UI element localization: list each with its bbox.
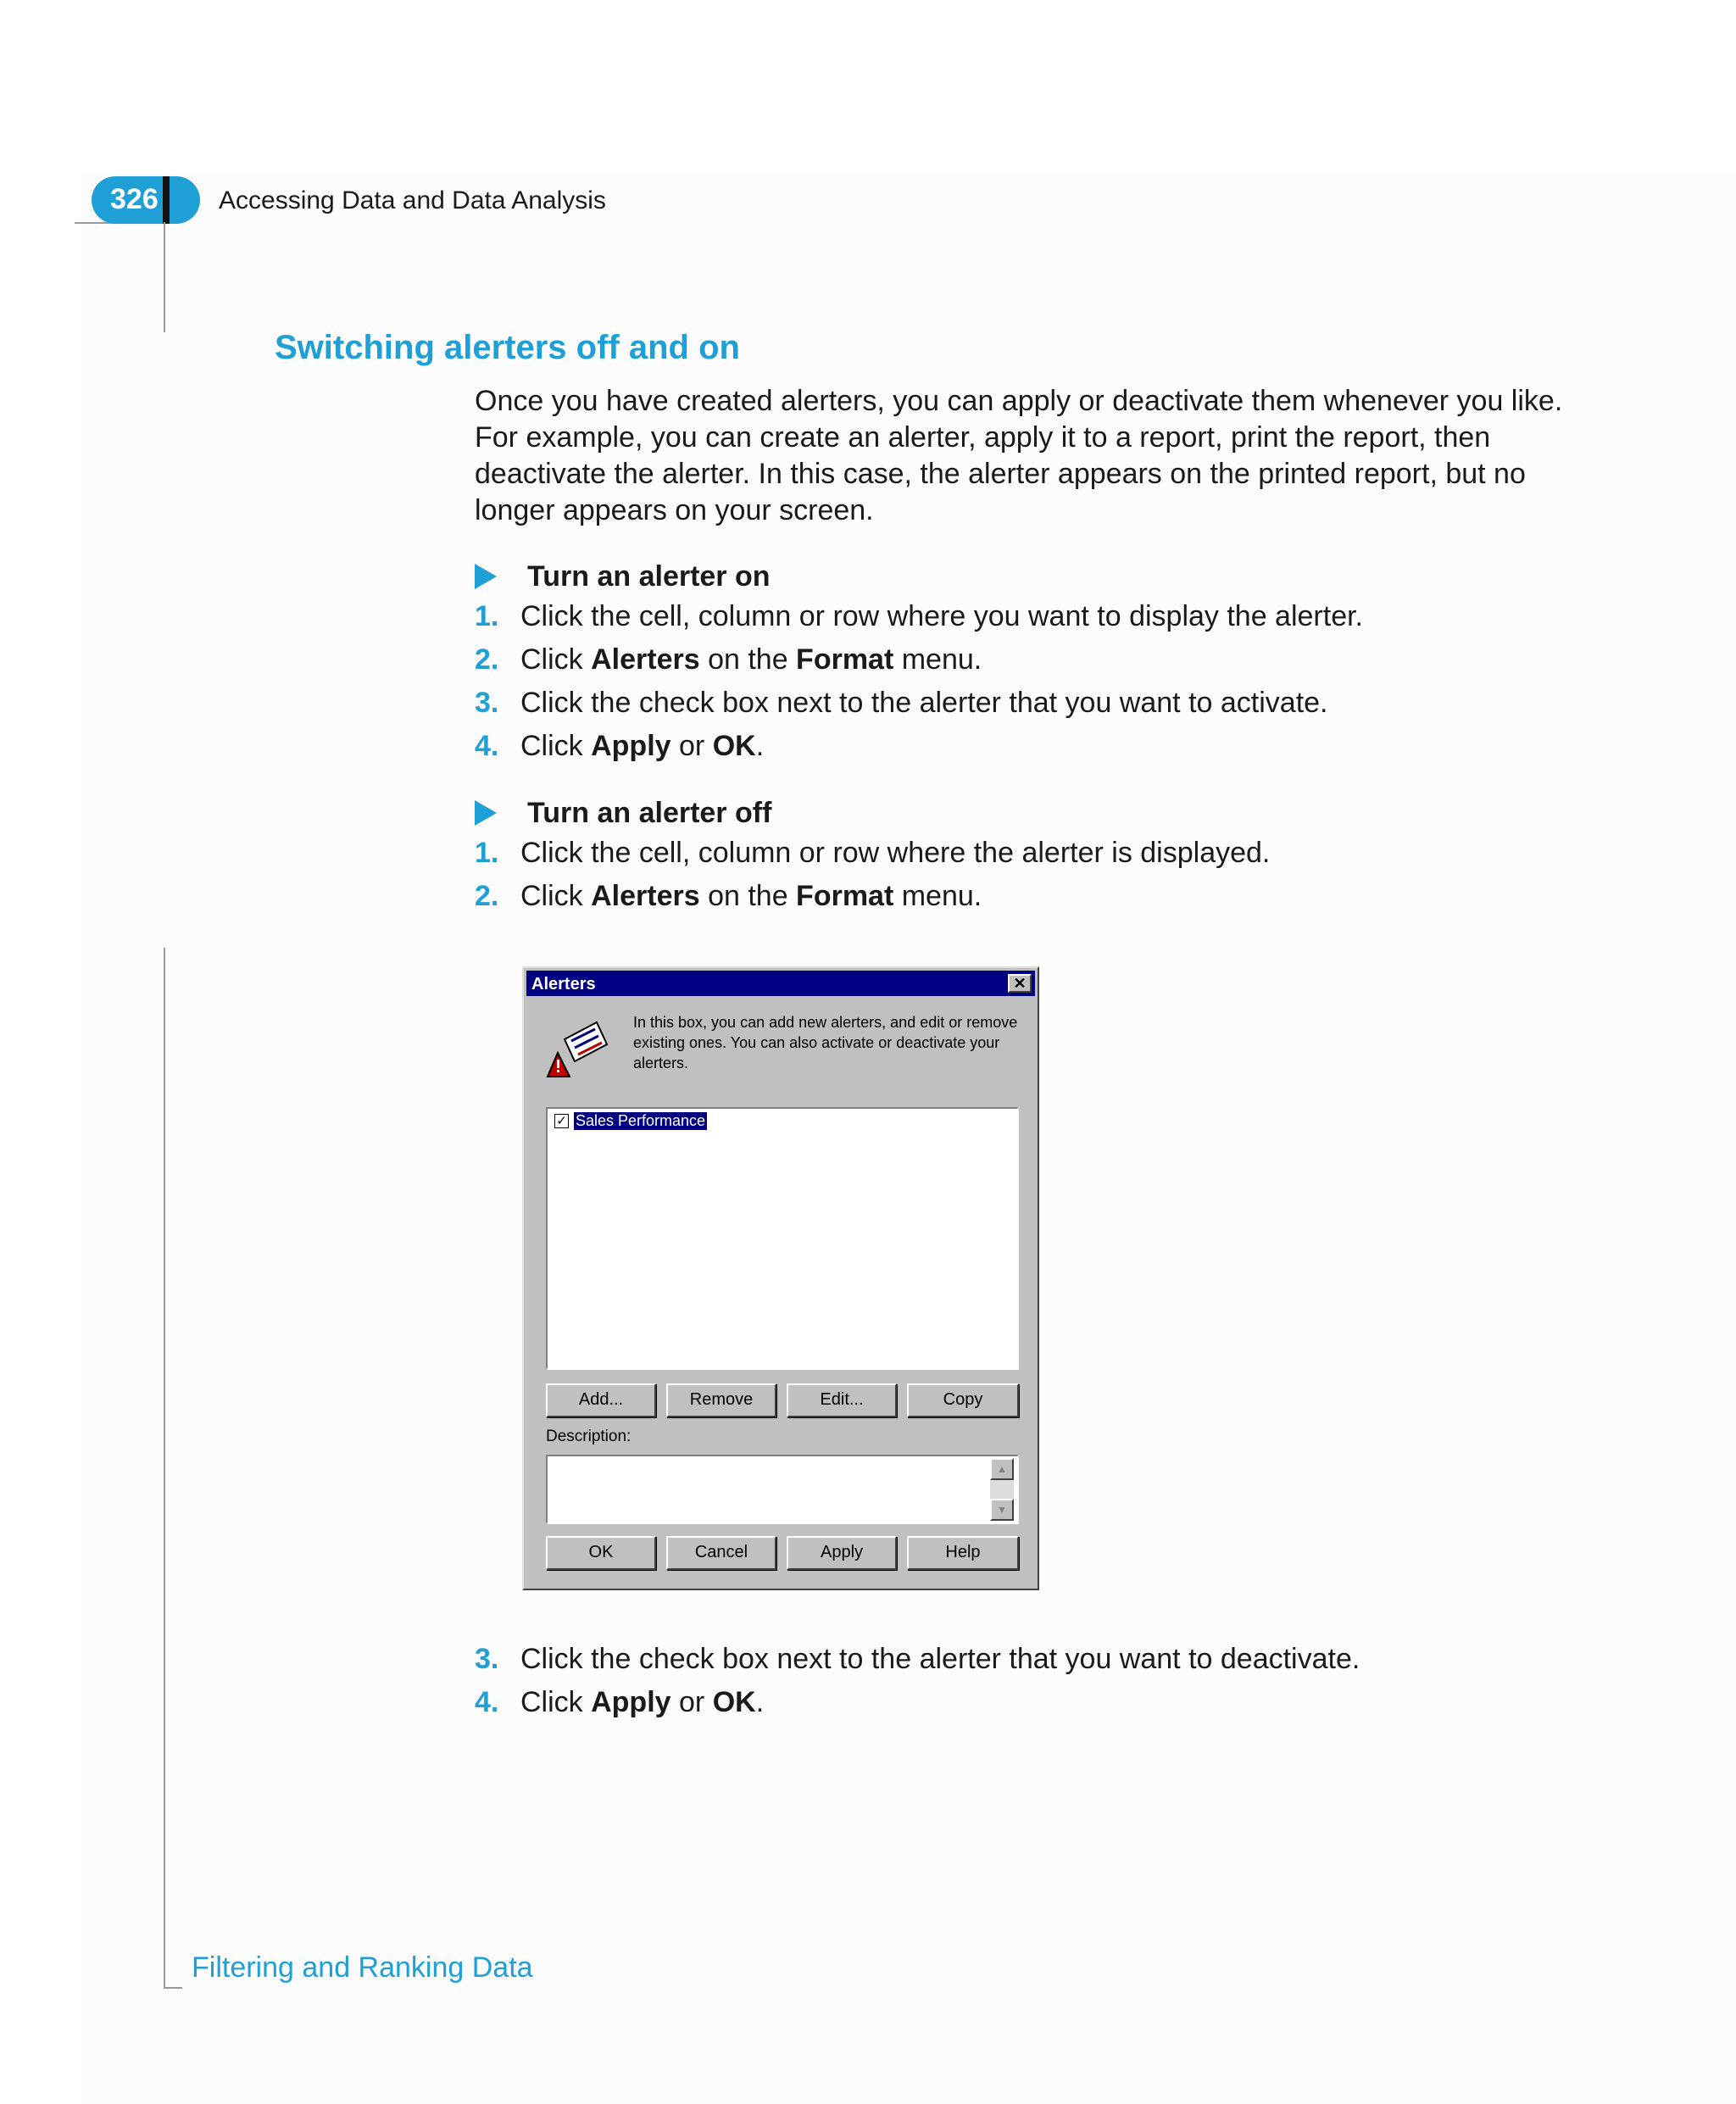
- apply-button[interactable]: Apply: [787, 1536, 897, 1570]
- procedure-turn-off: [475, 794, 1270, 918]
- ok-button[interactable]: OK: [546, 1536, 656, 1570]
- step-text: Click the check box next to the alerter that you want to activate.: [520, 687, 1328, 719]
- step-text-part: Click: [520, 643, 592, 676]
- step-text-part: .: [755, 1686, 765, 1718]
- step-text-part: menu.: [893, 880, 982, 912]
- alerter-icon: [546, 1017, 610, 1082]
- dialog-title: Alerters: [531, 975, 596, 994]
- close-button[interactable]: ✕: [1008, 974, 1032, 993]
- copy-button[interactable]: Copy: [907, 1383, 1019, 1417]
- step-text-bold: Alerters: [591, 643, 700, 676]
- chapter-footer: Filtering and Ranking Data: [192, 1951, 533, 1984]
- step-text-part: .: [755, 730, 765, 762]
- step-text-part: Click: [520, 880, 592, 912]
- procedure-heading: [475, 794, 1270, 832]
- step-text-bold: OK: [712, 730, 756, 762]
- step-item: [475, 1681, 1360, 1724]
- alerter-listbox[interactable]: [546, 1107, 1019, 1370]
- edit-button[interactable]: Edit...: [787, 1383, 897, 1417]
- step-number: 1.: [475, 600, 499, 632]
- procedure-title: Turn an alerter on: [527, 559, 771, 593]
- step-number: 1.: [475, 837, 499, 869]
- step-item: [475, 1638, 1360, 1681]
- step-text-bold: Apply: [591, 730, 671, 762]
- step-number: 2.: [475, 643, 499, 676]
- page-number-badge: [92, 176, 200, 224]
- step-item: [475, 875, 1270, 918]
- step-number: 4.: [475, 730, 499, 762]
- step-text: Click the cell, column or row where you want to display the alerter.: [520, 600, 1364, 632]
- page-number: 326: [110, 183, 159, 215]
- step-text-part: or: [670, 730, 713, 762]
- procedure-turn-off-continued: [475, 1638, 1360, 1724]
- alerter-label[interactable]: Sales Performance: [576, 1112, 706, 1129]
- description-label: Description:: [546, 1428, 632, 1445]
- step-text-part: menu.: [893, 643, 982, 676]
- step-text-bold: Format: [796, 880, 894, 912]
- procedure-title: Turn an alerter off: [527, 796, 772, 829]
- step-item: [475, 682, 1363, 725]
- step-text-part: on the: [699, 643, 797, 676]
- step-number: 4.: [475, 1686, 499, 1718]
- step-item: [475, 595, 1363, 638]
- running-title: Accessing Data and Data Analysis: [219, 186, 606, 214]
- procedure-heading: [475, 558, 1363, 595]
- step-text: Click the check box next to the alerter that you want to deactivate.: [520, 1643, 1360, 1675]
- procedure-arrow-icon: [475, 800, 497, 826]
- margin-rule-bottom: [164, 948, 165, 1989]
- margin-rule-top: [164, 222, 165, 332]
- step-item: [475, 638, 1363, 682]
- procedure-arrow-icon: [475, 564, 497, 589]
- dialog-info-text: In this box, you can add new alerters, and edit or remove existing ones. You can also activate or deactivate your alerters.: [633, 1014, 1018, 1071]
- step-text-bold: Format: [796, 643, 894, 676]
- step-text: [520, 880, 982, 913]
- footer-rule: [164, 1987, 182, 1989]
- step-text-part: Click: [520, 730, 592, 762]
- scroll-down-icon[interactable]: ▼: [990, 1499, 1014, 1521]
- remove-button[interactable]: Remove: [666, 1383, 776, 1417]
- description-field[interactable]: [546, 1455, 1019, 1524]
- intro-paragraph: Once you have created alerters, you can apply or deactivate them whenever you like. For example, you can create an alerter, apply it to a report, print the report, then deactivate the alerter. In this case, the alerter appears on the printed report, but no longer appears on your screen.: [475, 385, 1563, 526]
- alerters-dialog: [522, 966, 1039, 1590]
- step-text-part: on the: [699, 880, 797, 912]
- section-title: Switching alerters off and on: [275, 329, 740, 366]
- step-text-part: Click: [520, 1686, 592, 1718]
- step-item: [475, 725, 1363, 768]
- step-text: Click the cell, column or row where the alerter is displayed.: [520, 837, 1271, 869]
- dialog-titlebar[interactable]: [526, 971, 1035, 996]
- step-text-part: or: [670, 1686, 713, 1718]
- page-number-bar: [163, 176, 170, 224]
- list-item[interactable]: [554, 1112, 707, 1130]
- help-button[interactable]: Help: [907, 1536, 1019, 1570]
- procedure-turn-on: [475, 558, 1363, 768]
- step-number: 3.: [475, 1643, 499, 1675]
- step-text: [520, 730, 764, 763]
- description-scrollbar[interactable]: [990, 1458, 1014, 1521]
- step-text-bold: OK: [712, 1686, 756, 1718]
- step-number: 3.: [475, 687, 499, 719]
- step-text-bold: Apply: [591, 1686, 671, 1718]
- cancel-button[interactable]: Cancel: [666, 1536, 776, 1570]
- scroll-up-icon[interactable]: ▲: [990, 1458, 1014, 1480]
- step-text: [520, 1686, 764, 1719]
- step-number: 2.: [475, 880, 499, 912]
- step-text: [520, 643, 982, 676]
- step-text-bold: Alerters: [591, 880, 700, 912]
- alerter-checkbox[interactable]: ✓: [554, 1114, 569, 1128]
- add-button[interactable]: Add...: [546, 1383, 656, 1417]
- step-item: [475, 832, 1270, 875]
